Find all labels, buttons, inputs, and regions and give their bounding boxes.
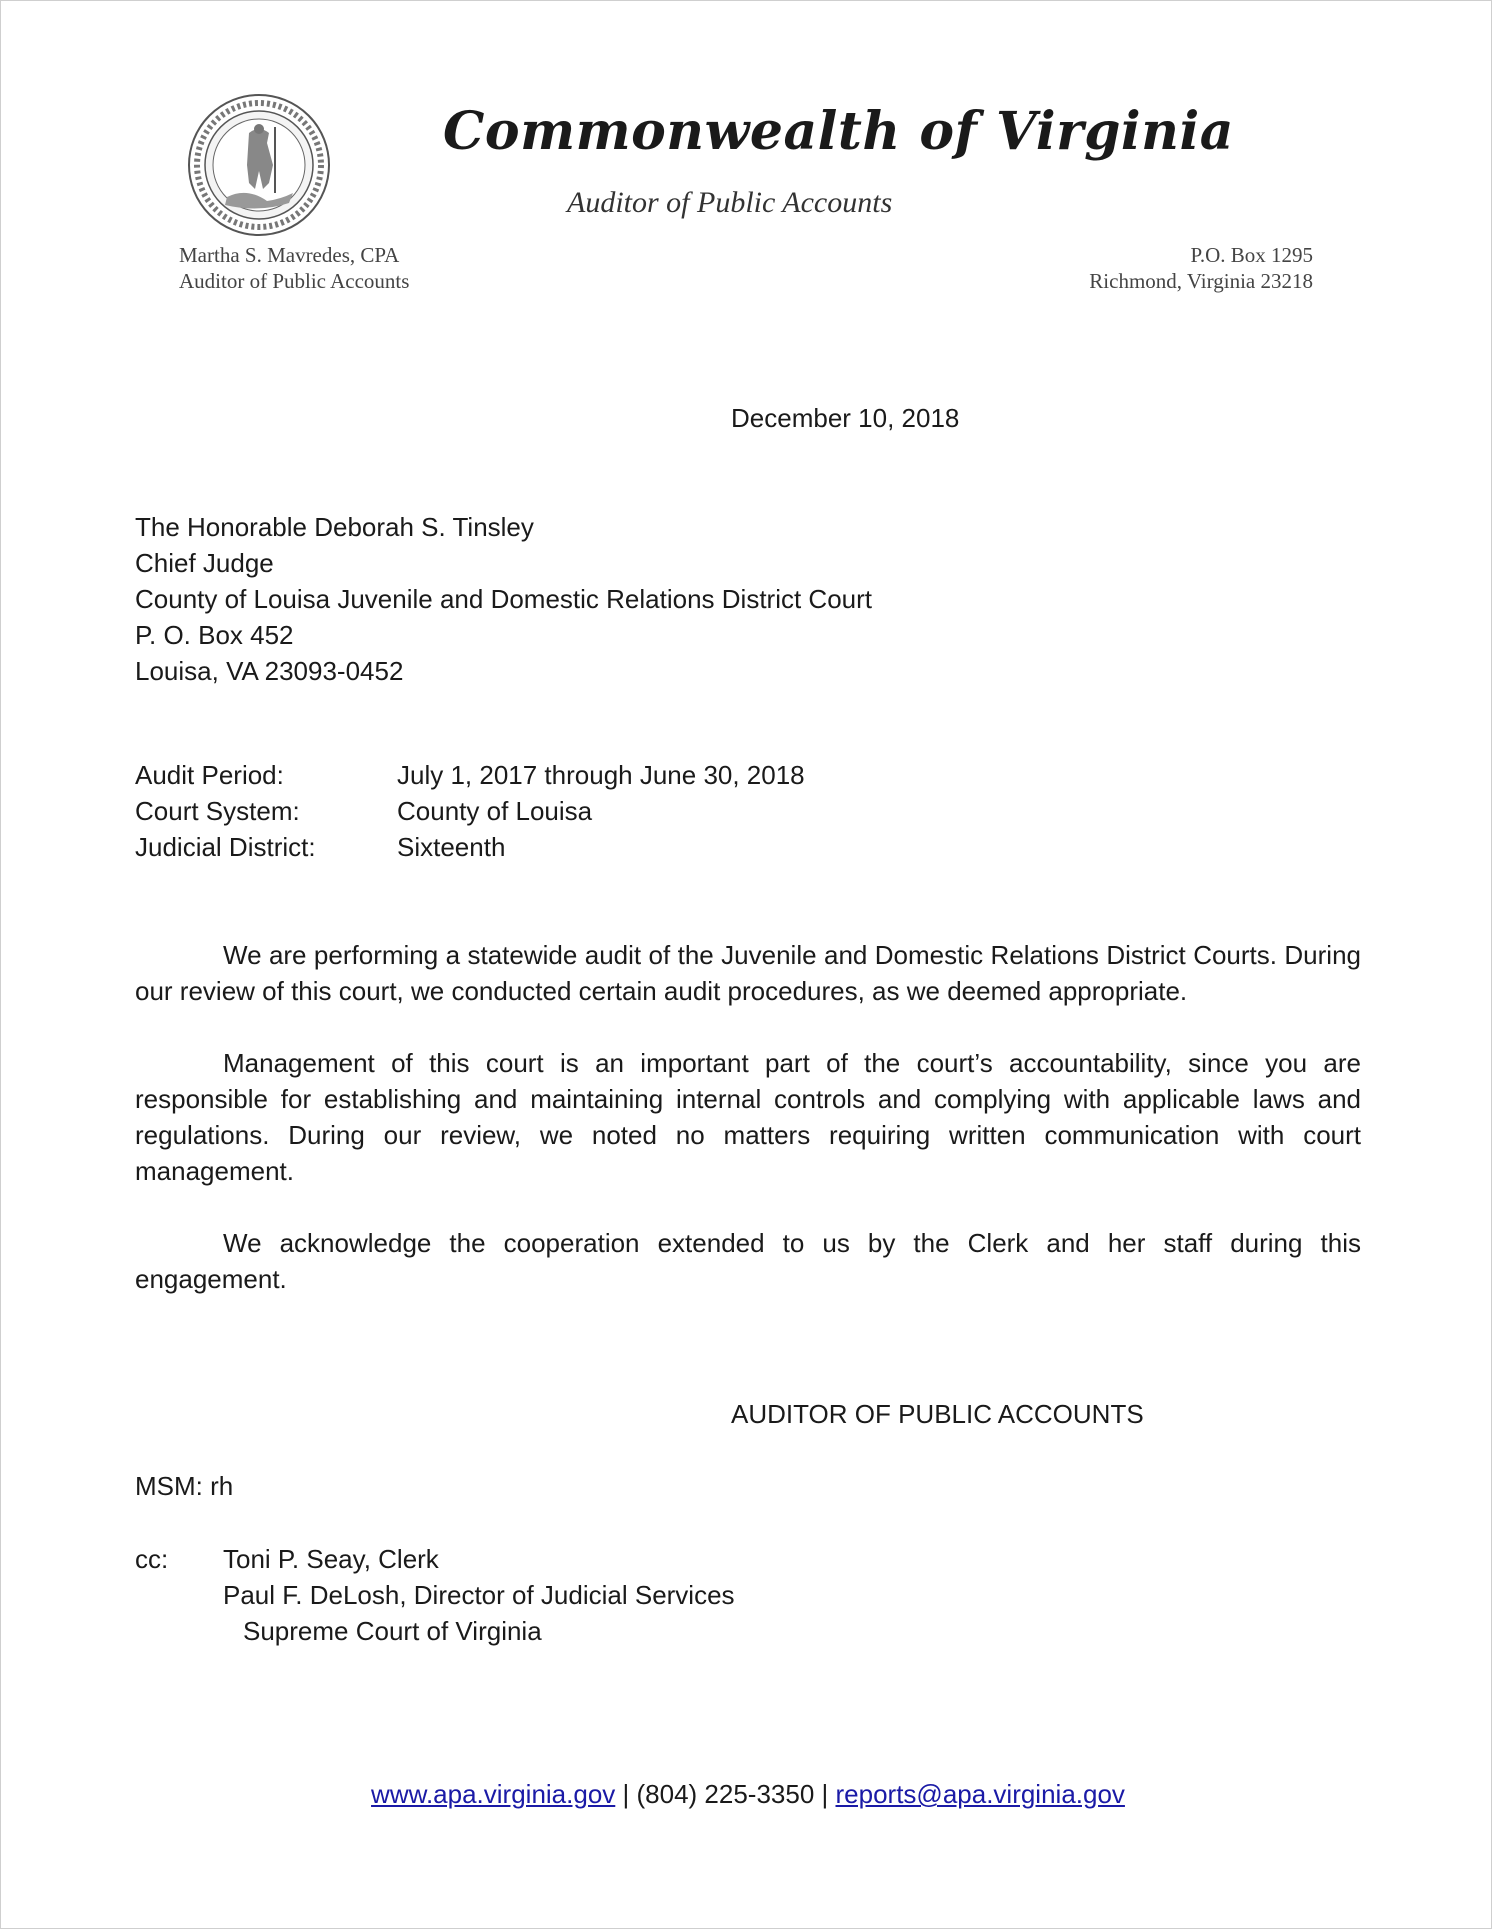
meta-value: Sixteenth (397, 832, 506, 862)
meta-label: Audit Period: (135, 760, 284, 790)
email-link[interactable]: reports@apa.virginia.gov (835, 1779, 1125, 1809)
letterhead-subtitle: Auditor of Public Accounts (567, 186, 893, 219)
meta-label: Court System: (135, 796, 300, 826)
po-box: P.O. Box 1295 (1190, 243, 1313, 267)
typist-initials: MSM: rh (135, 1471, 234, 1501)
cc-list (135, 1541, 735, 1649)
recipient-name: The Honorable Deborah S. Tinsley (135, 512, 534, 542)
body-paragraph: We are performing a statewide audit of the Juvenile and Domestic Relations District Courts. During our review of this court, we conducted certain audit procedures, as we deemed appropriate. (135, 940, 1361, 1006)
meta-row (135, 829, 805, 865)
body-paragraph: Management of this court is an important part of the court’s accountability, since you are responsible for establishing and maintaining internal controls and complying with applicable laws and regulations. During our review, we noted no matters requiring written communication with court management. (135, 1048, 1361, 1186)
recipient-address (135, 509, 872, 689)
recipient-po-box: P. O. Box 452 (135, 620, 294, 650)
audit-meta (135, 757, 805, 865)
auditor-name-block (179, 242, 409, 294)
cc-row (135, 1577, 735, 1613)
phone-number: (804) 225-3350 (636, 1779, 815, 1809)
meta-label: Judicial District: (135, 832, 316, 862)
footer-separator: | (814, 1779, 836, 1809)
footer-separator: | (615, 1779, 637, 1809)
recipient-court: County of Louisa Juvenile and Domestic Relations District Court (135, 584, 873, 614)
cc-recipient: Paul F. DeLosh, Director of Judicial Services (223, 1580, 735, 1610)
letter-body (135, 937, 1361, 1333)
city-state-zip: Richmond, Virginia 23218 (1089, 269, 1313, 293)
virginia-state-seal-icon (187, 93, 331, 237)
auditor-title: Auditor of Public Accounts (179, 269, 410, 293)
meta-row (135, 793, 805, 829)
recipient-city: Louisa, VA 23093-0452 (135, 656, 404, 686)
recipient-title: Chief Judge (135, 548, 274, 578)
footer-contact (1, 1779, 1494, 1810)
website-link[interactable]: www.apa.virginia.gov (371, 1779, 616, 1809)
cc-row (135, 1541, 735, 1577)
body-paragraph: We acknowledge the cooperation extended to us by the Clerk and her staff during this engagement. (135, 1228, 1361, 1294)
meta-value: July 1, 2017 through June 30, 2018 (397, 760, 805, 790)
cc-recipient: Toni P. Seay, Clerk (223, 1544, 439, 1574)
signature-block: AUDITOR OF PUBLIC ACCOUNTS (731, 1399, 1144, 1429)
mailing-address-block (1089, 242, 1313, 294)
letterhead-title: Commonwealth of Virginia (443, 101, 1234, 162)
cc-label: cc: (135, 1544, 169, 1574)
auditor-name: Martha S. Mavredes, CPA (179, 243, 400, 267)
meta-row (135, 757, 805, 793)
letter-date: December 10, 2018 (731, 403, 960, 433)
cc-recipient-sub: Supreme Court of Virginia (243, 1616, 542, 1646)
meta-value: County of Louisa (397, 796, 593, 826)
